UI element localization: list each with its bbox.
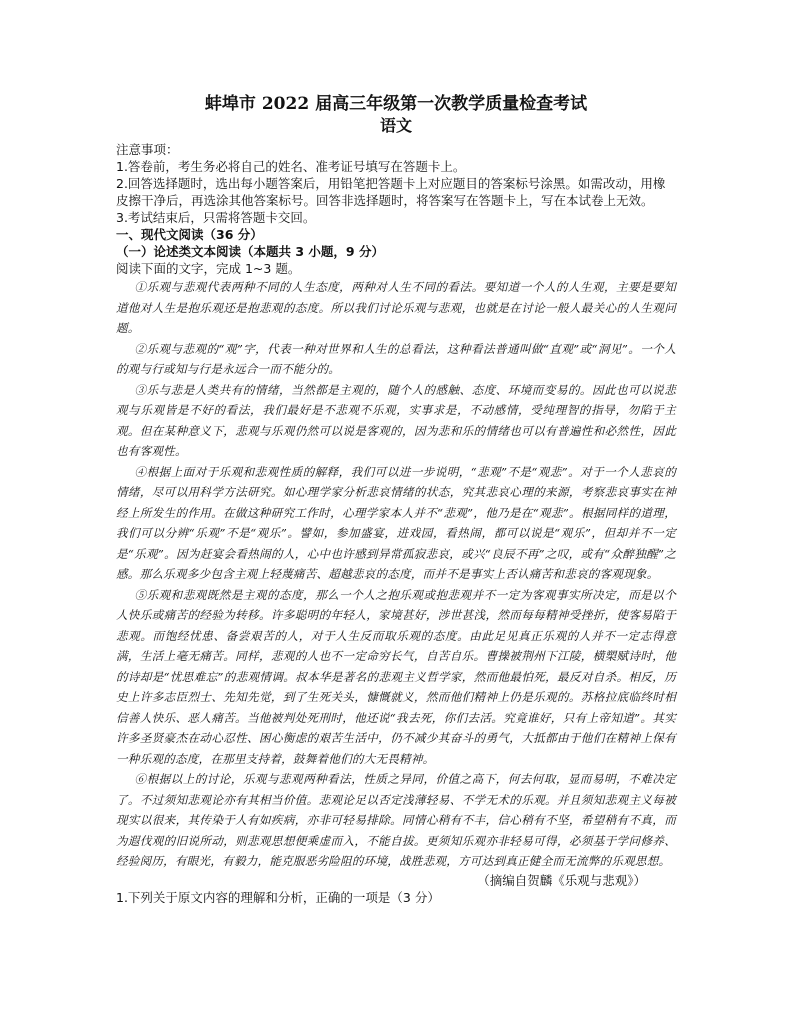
article-body xyxy=(116,277,676,872)
article-paragraph: ⑤乐观和悲观既然是主观的态度，那么一个人之抱乐观或抱悲观并不一定为客观事实所决定，而是以个人快乐或痛苦的经验为转移。许多聪明的年轻人，家境甚好，涉世甚浅，然而每每精神受挫折，使客易陷于悲观。而饱经忧患、备尝艰苦的人，对于人生反而取乐观的态度。由此足见真正乐观的人并不一定志得意满，生活上毫无痛苦。同样，悲观的人也不一定命穷长气，自苦自乐。曹操被荆州下江陵，横槊赋诗时，他的诗却是“忧思难忘”的悲观情调。叔本华是著名的悲观主义哲学家，然而他最怕死，最反对自杀。相反，历史上许多志臣烈士、先知先觉，到了生死关头，慷慨就义，然而他们精神上仍是乐观的。苏格拉底临终时相信善人快乐、恶人痛苦。当他被判处死刑时，他还说“我去死，你们去活。究竟谁好，只有上帝知道”。其实许多圣贤豪杰在动心忍性、困心衡虑的艰苦生活中，仍不减少其奋斗的勇气，大抵都由于他们在精神上保有一种乐观的态度，在那里支持着，鼓舞着他们的大无畏精神。 xyxy=(116,587,676,766)
article-paragraph: ①乐观与悲观代表两种不同的人生态度，两种对人生不同的看法。要知道一个人的人生观，主要是要知道他对人生是抱乐观还是抱悲观的态度。所以我们讨论乐观与悲观，也就是在讨论一般人最关心的人生观问题。 xyxy=(116,280,676,335)
question-1: 1.下列关于原文内容的理解和分析，正确的一项是（3 分） xyxy=(116,889,440,905)
exam-title: 蚌埠市 2022 届高三年级第一次教学质量检查考试 xyxy=(204,94,588,114)
article-paragraph: ④根据上面对于乐观和悲观性质的解释，我们可以进一步说明，“悲观”不是“观悲”。对于一个人悲哀的情绪，尽可以用科学方法研究。如心理学家分析悲哀情绪的状态，究其悲哀心理的来源，考察悲哀事实在神经上所发生的作用。在做这种研究工作时，心理学家本人并不“悲观”，他乃是在“观悲”。根据同样的道理，我们可以分辨“乐观”不是“观乐”。譬如，参加盛宴，进戏园，看热闹，都可以说是“观乐”，但却并不一定是“乐观”。因为赶宴会看热闹的人，心中也许感到异常孤寂悲哀，或兴“良辰不再”之叹，或有“众醉独醒”之感。那么乐观多少包含主观上轻蔑痛苦、超越悲哀的态度，而并不是事实上否认痛苦和悲哀的客观现象。 xyxy=(116,464,676,581)
page-content xyxy=(116,93,676,906)
notice-block xyxy=(116,141,676,226)
sub-heading: （一）论述类文本阅读（本题共 3 小题，9 分） xyxy=(116,244,384,259)
part-heading: 一、现代文阅读（36 分） xyxy=(116,227,263,242)
notice-heading: 注意事项： xyxy=(116,142,179,157)
article-source: （摘编自贺麟《乐观与悲观》） xyxy=(477,872,646,888)
notice-item: 2.回答选择题时，选出每小题答案后，用铅笔把答题卡上对应题目的答案标号涂黑。如需改动，用橡皮擦干净后，再选涂其他答案标号。回答非选择题时，将答案写在答题卡上，写在本试卷上无效。 xyxy=(116,176,666,208)
article-paragraph: ③乐与悲是人类共有的情绪，当然都是主观的，随个人的感触、态度、环境而变易的。因此也可以说悲观与乐观皆是不好的看法，我们最好是不悲观不乐观，实事求是，不动感情，受纯理智的指导，勿陷于主观。但在某种意义下，悲观与乐观仍然可以说是客观的，因为悲和乐的情绪也可以有普遍性和必然性，因此也有客观性。 xyxy=(116,382,676,458)
article-paragraph: ⑥根据以上的讨论，乐观与悲观两种看法，性质之异同，价值之高下，何去何取，显而易明，不难决定了。不过须知悲观论亦有其相当价值。悲观论足以否定浅薄轻易、不学无术的乐观。并且须知悲观主义每被现实以很来，其传染于人有如疾病，亦非可轻易排除。同情心稍有不丰，信心稍有不坚，希望稍有不真，而为遐伐观的旧说所动，则悲观思想便乘虚而入，不能自拔。更须知乐观亦非轻易可得，必须基于学问修养、经验阅历，有眼光，有毅力，能克服恶劣险阻的环境，战胜悲观，方可达到真正健全而无流弊的乐观思想。 xyxy=(116,772,676,868)
article-paragraph: ②乐观与悲观的“观”字，代表一种对世界和人生的总看法，这种看法普通叫做“直观”或“洞见”。一个人的观与行或知与行是永远合一而不能分的。 xyxy=(116,341,676,376)
subject-title: 语文 xyxy=(379,116,412,135)
notice-item: 1.答卷前，考生务必将自己的姓名、准考证号填写在答题卡上。 xyxy=(116,159,466,174)
notice-item: 3.考试结束后，只需将答题卡交回。 xyxy=(116,210,316,225)
reading-instruction: 阅读下面的文字，完成 1~3 题。 xyxy=(116,261,301,276)
